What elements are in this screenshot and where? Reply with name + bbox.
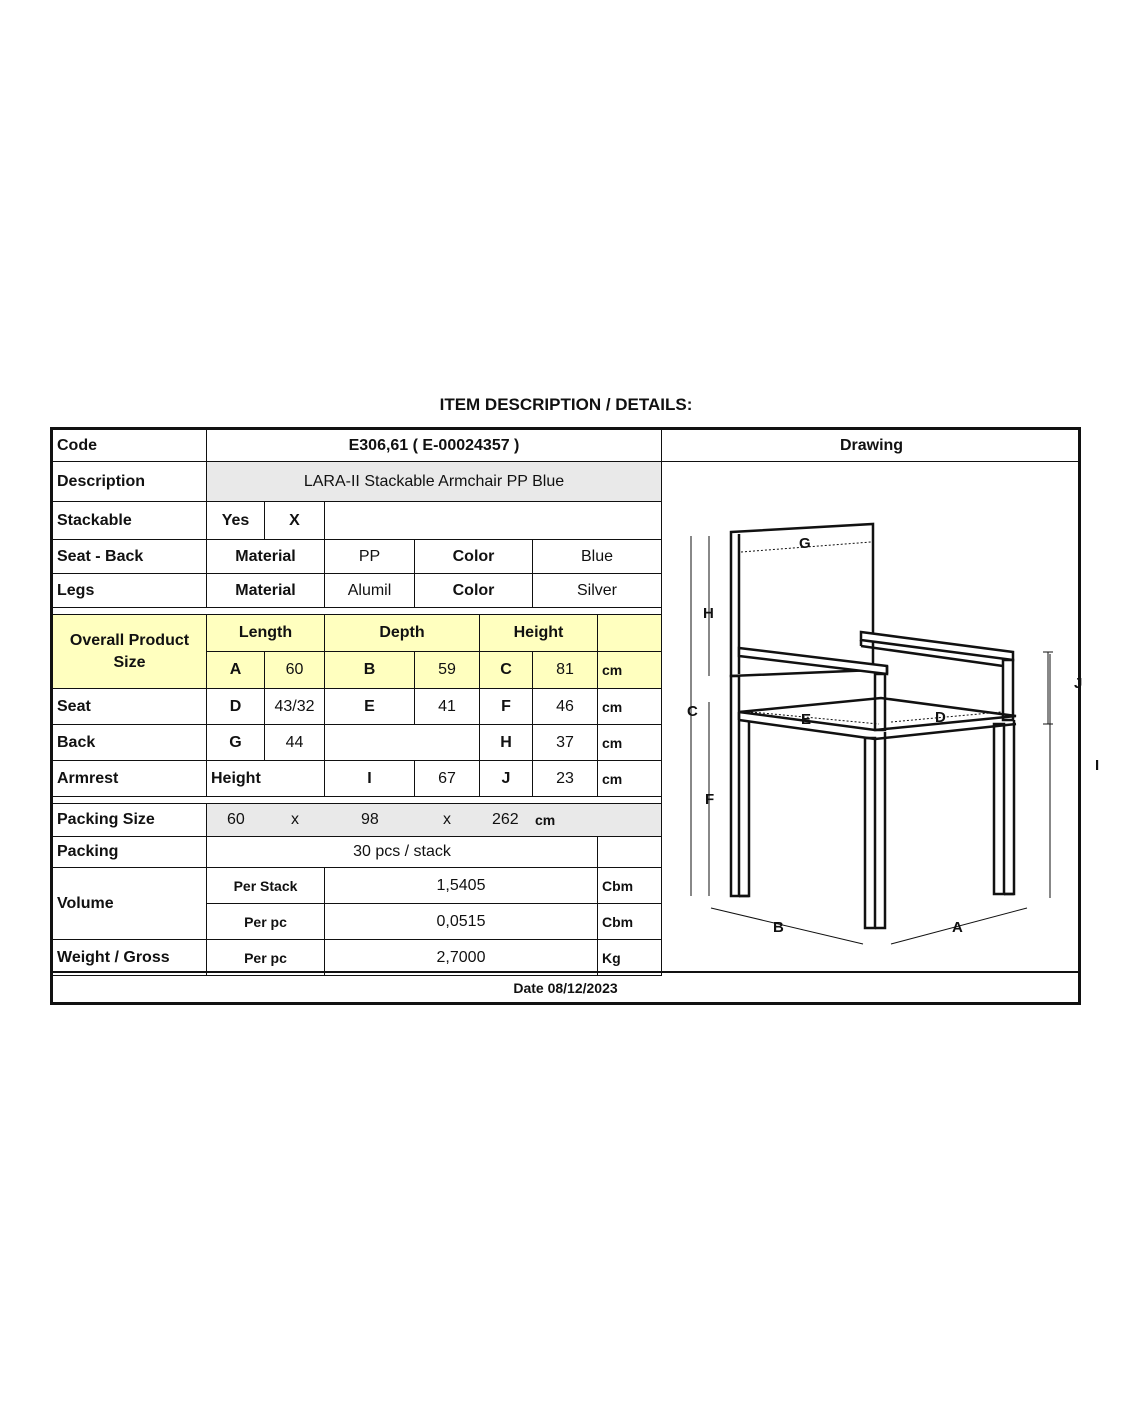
- packing-height: 262: [492, 811, 519, 828]
- overall-header-empty: [598, 615, 662, 652]
- back-g-letter: G: [207, 725, 265, 761]
- volume-per-stack-label: Per Stack: [207, 868, 325, 904]
- stackable-empty: [325, 502, 662, 540]
- armrest-i-value: 67: [415, 761, 480, 797]
- packing-x2: x: [443, 811, 451, 828]
- separator-2: [53, 797, 662, 804]
- chair-drawing-svg: [661, 462, 1100, 975]
- stackable-mark: X: [265, 502, 325, 540]
- description-value: LARA-II Stackable Armchair PP Blue: [207, 462, 662, 502]
- seat-back-material-label: Material: [207, 540, 325, 574]
- overall-c-value: 81: [533, 652, 598, 689]
- armrest-j-value: 23: [533, 761, 598, 797]
- legs-label: Legs: [53, 574, 207, 608]
- volume-unit-stack: Cbm: [598, 868, 662, 904]
- height-header: Height: [480, 615, 598, 652]
- stackable-yes: Yes: [207, 502, 265, 540]
- drawing-label-d: D: [935, 709, 946, 726]
- description-label: Description: [53, 462, 207, 502]
- volume-per-stack: 1,5405: [325, 868, 598, 904]
- armrest-j-letter: J: [480, 761, 533, 797]
- packing-depth: 98: [361, 811, 379, 828]
- back-h-letter: H: [480, 725, 533, 761]
- drawing-label-f: F: [705, 791, 715, 808]
- legs-color-label: Color: [415, 574, 533, 608]
- overall-size-label: Overall Product Size: [53, 615, 207, 689]
- page-title: ITEM DESCRIPTION / DETAILS:: [439, 395, 693, 414]
- overall-a-letter: A: [207, 652, 265, 689]
- back-empty: [325, 725, 480, 761]
- seat-back-color-label: Color: [415, 540, 533, 574]
- packing-label: Packing: [53, 837, 207, 868]
- back-g-value: 44: [265, 725, 325, 761]
- packing-x1: x: [291, 811, 299, 828]
- volume-label: Volume: [53, 868, 207, 940]
- legs-material: Alumil: [325, 574, 415, 608]
- volume-per-pc: 0,0515: [325, 904, 598, 940]
- overall-c-letter: C: [480, 652, 533, 689]
- weight-per-pc-label: Per pc: [207, 940, 325, 976]
- back-h-value: 37: [533, 725, 598, 761]
- code-label: Code: [53, 430, 207, 462]
- drawing-label-j: J: [1074, 675, 1083, 692]
- weight-label: Weight / Gross: [53, 940, 207, 976]
- overall-b-letter: B: [325, 652, 415, 689]
- seat-unit: cm: [598, 689, 662, 725]
- packing-empty: [598, 837, 662, 868]
- overall-b-value: 59: [415, 652, 480, 689]
- packing-value: 30 pcs / stack: [207, 837, 598, 868]
- code-value: E306,61 ( E-00024357 ): [207, 430, 662, 462]
- volume-per-pc-label: Per pc: [207, 904, 325, 940]
- armrest-i-letter: I: [325, 761, 415, 797]
- overall-a-value: 60: [265, 652, 325, 689]
- separator-1: [53, 608, 662, 615]
- seat-e-letter: E: [325, 689, 415, 725]
- packing-size-label: Packing Size: [53, 804, 207, 837]
- seat-d-value: 43/32: [265, 689, 325, 725]
- drawing-label-a: A: [952, 919, 963, 936]
- packing-size-values: [207, 804, 662, 837]
- armrest-label: Armrest: [53, 761, 207, 797]
- armrest-unit: cm: [598, 761, 662, 797]
- weight-value: 2,7000: [325, 940, 598, 976]
- weight-unit: Kg: [598, 940, 662, 976]
- drawing-label-i: I: [1095, 757, 1100, 774]
- legs-material-label: Material: [207, 574, 325, 608]
- overall-unit: cm: [598, 652, 662, 689]
- back-label: Back: [53, 725, 207, 761]
- packing-width: 60: [227, 811, 245, 828]
- seat-f-letter: F: [480, 689, 533, 725]
- drawing-label-b: B: [773, 919, 784, 936]
- back-unit: cm: [598, 725, 662, 761]
- volume-unit-pc: Cbm: [598, 904, 662, 940]
- drawing-label-g: G: [799, 535, 811, 552]
- drawing-label-c: C: [687, 703, 698, 720]
- drawing-label-e: E: [801, 711, 812, 728]
- seat-e-value: 41: [415, 689, 480, 725]
- legs-color: Silver: [533, 574, 662, 608]
- date-footer: Date 08/12/2023: [53, 971, 1078, 1002]
- stackable-label: Stackable: [53, 502, 207, 540]
- drawing-header: Drawing: [662, 430, 1081, 462]
- armrest-height-label: Height: [207, 761, 325, 797]
- seat-label: Seat: [53, 689, 207, 725]
- packing-unit: cm: [535, 812, 556, 828]
- seat-d-letter: D: [207, 689, 265, 725]
- chair-drawing: [661, 462, 1100, 975]
- drawing-label-h: H: [703, 605, 714, 622]
- spec-sheet: [50, 427, 1100, 1005]
- seat-back-material: PP: [325, 540, 415, 574]
- seat-f-value: 46: [533, 689, 598, 725]
- depth-header: Depth: [325, 615, 480, 652]
- seat-back-color: Blue: [533, 540, 662, 574]
- length-header: Length: [207, 615, 325, 652]
- seat-back-label: Seat - Back: [53, 540, 207, 574]
